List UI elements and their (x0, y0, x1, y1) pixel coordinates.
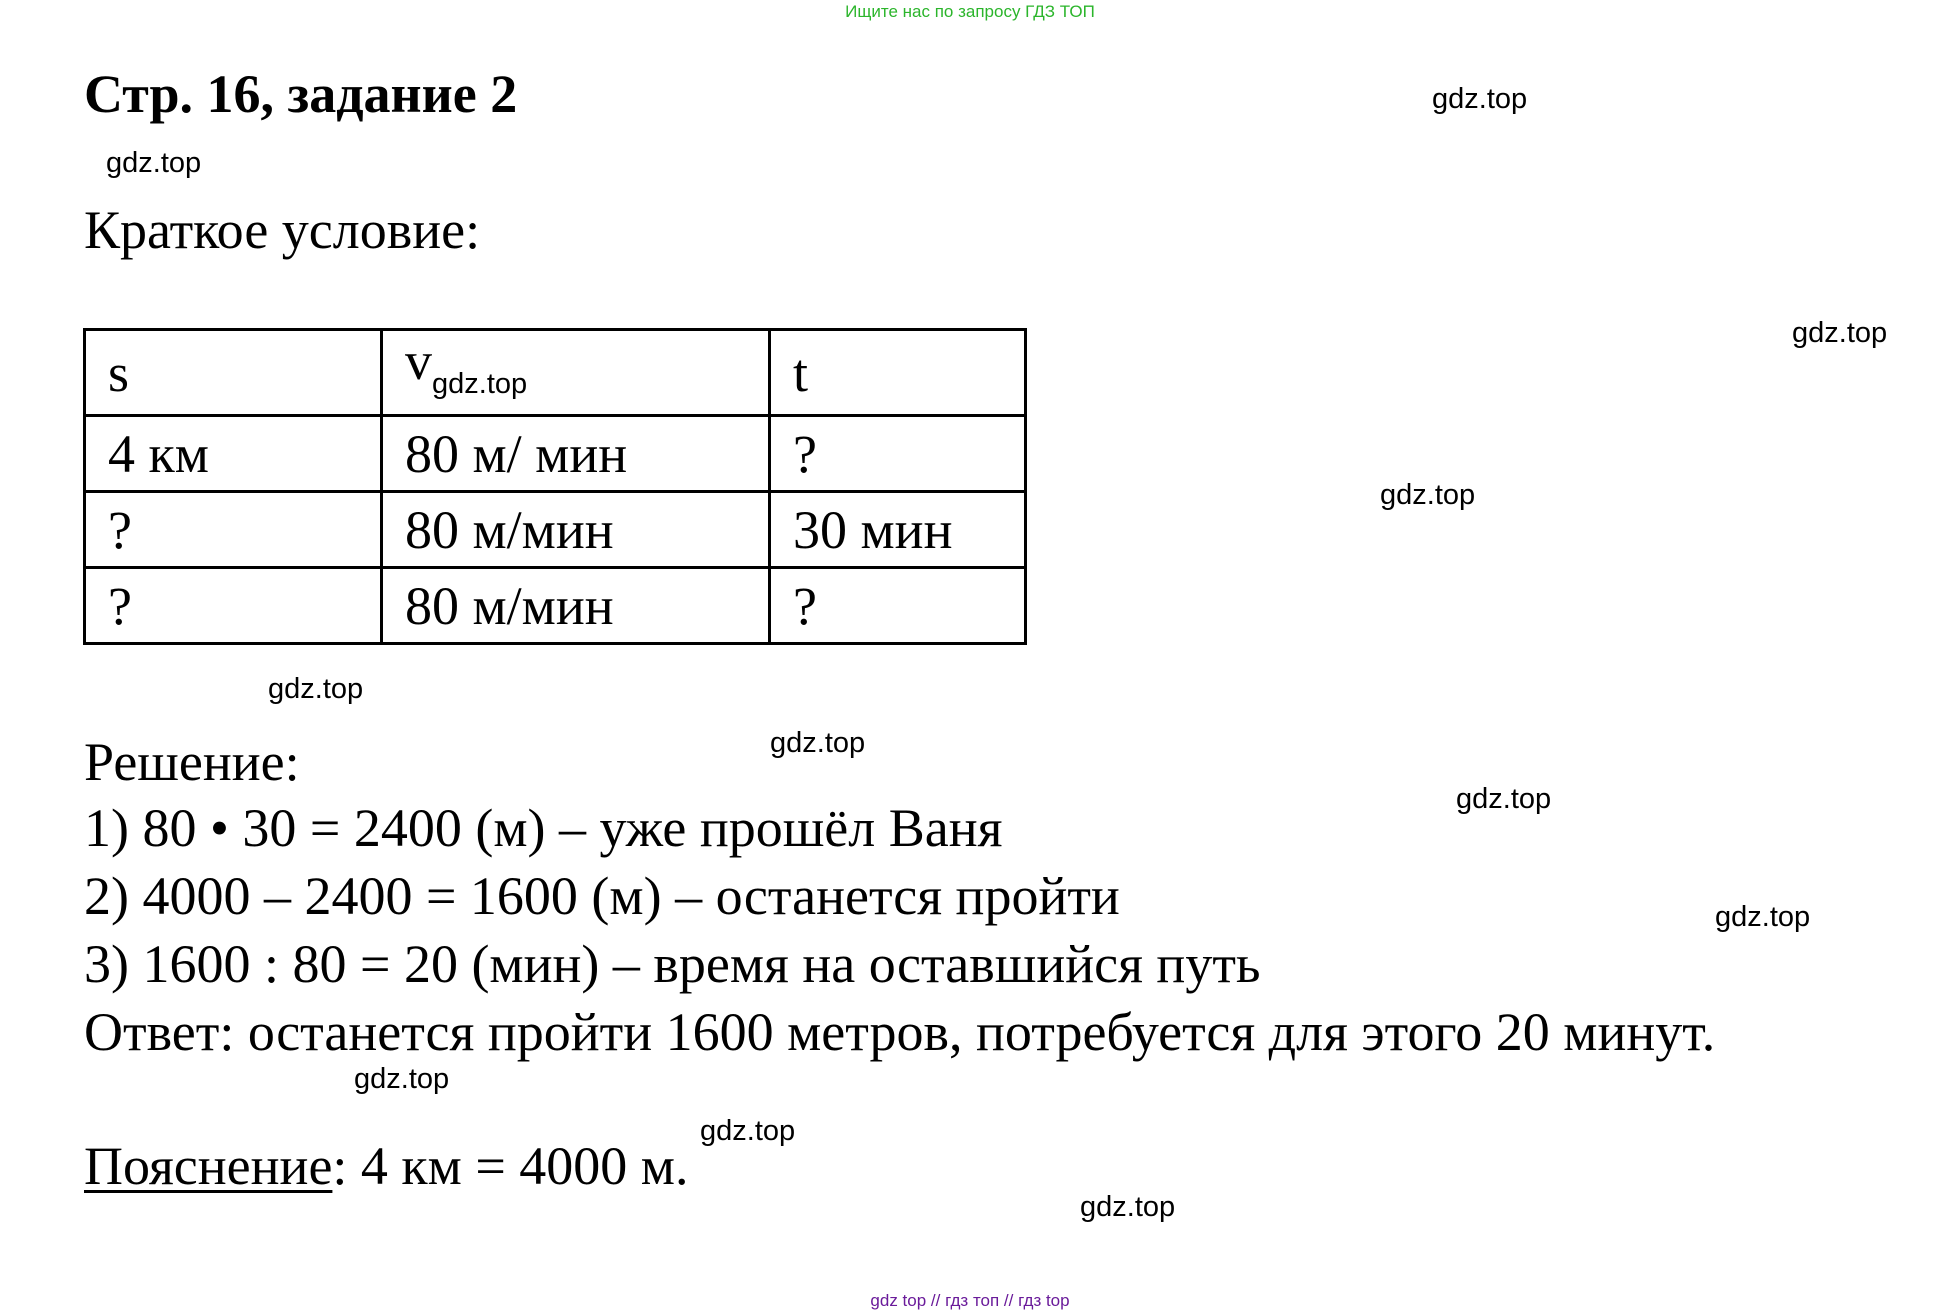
watermark: gdz.top (1715, 901, 1811, 933)
header-t-label: t (793, 342, 809, 403)
table-cell: ? (85, 568, 382, 644)
table-row (85, 568, 1026, 644)
solution-step-2: 2) 4000 – 2400 = 1600 (м) – останется пройти (84, 866, 1120, 926)
table-cell: ? (770, 416, 1026, 492)
header-cell-v (382, 330, 770, 416)
table-cell: 80 м/ мин (382, 416, 770, 492)
table-cell: ? (770, 568, 1026, 644)
watermark: gdz.top (1792, 317, 1888, 349)
header-cell-t (770, 330, 1026, 416)
watermark: gdz.top (770, 727, 866, 759)
watermark: gdz.top (1432, 83, 1528, 115)
watermark: gdz.top (1456, 783, 1552, 815)
table-cell: ? (85, 492, 382, 568)
watermark: gdz.top (1080, 1191, 1176, 1223)
solution-step-3: 3) 1600 : 80 = 20 (мин) – время на оставшийся путь (84, 934, 1261, 994)
watermark: gdz.top (354, 1063, 450, 1095)
condition-heading: Краткое условие: (84, 200, 481, 260)
explanation-label: Пояснение (84, 1136, 333, 1196)
table-cell: 30 мин (770, 492, 1026, 568)
explanation-text: : 4 км = 4000 м. (332, 1136, 689, 1196)
table-row (85, 492, 1026, 568)
solution-step-1: 1) 80 • 30 = 2400 (м) – уже прошёл Ваня (84, 798, 1003, 858)
solution-heading: Решение: (84, 732, 300, 792)
table-cell: 80 м/мин (382, 568, 770, 644)
footer-watermark: gdz top // гдз топ // гдз top (870, 1291, 1070, 1310)
table-cell: 4 км (85, 416, 382, 492)
header-cell-s (85, 330, 382, 416)
answer-line: Ответ: останется пройти 1600 метров, потребуется для этого 20 минут. (84, 1002, 1716, 1062)
page-title: Стр. 16, задание 2 (84, 64, 518, 124)
explanation-line (84, 1136, 688, 1196)
watermark: gdz.top (1380, 479, 1476, 511)
header-s-label: s (108, 342, 130, 403)
table-header-row (85, 330, 1026, 416)
table-cell: 80 м/мин (382, 492, 770, 568)
top-banner: Ищите нас по запросу ГДЗ ТОП (845, 2, 1095, 21)
table-row (85, 416, 1026, 492)
watermark: gdz.top (700, 1115, 796, 1147)
header-v-label: v (405, 331, 432, 391)
header-v-subscript-watermark: gdz.top (432, 368, 528, 400)
watermark: gdz.top (268, 673, 364, 705)
condition-table (83, 328, 1027, 645)
watermark: gdz.top (106, 147, 202, 179)
